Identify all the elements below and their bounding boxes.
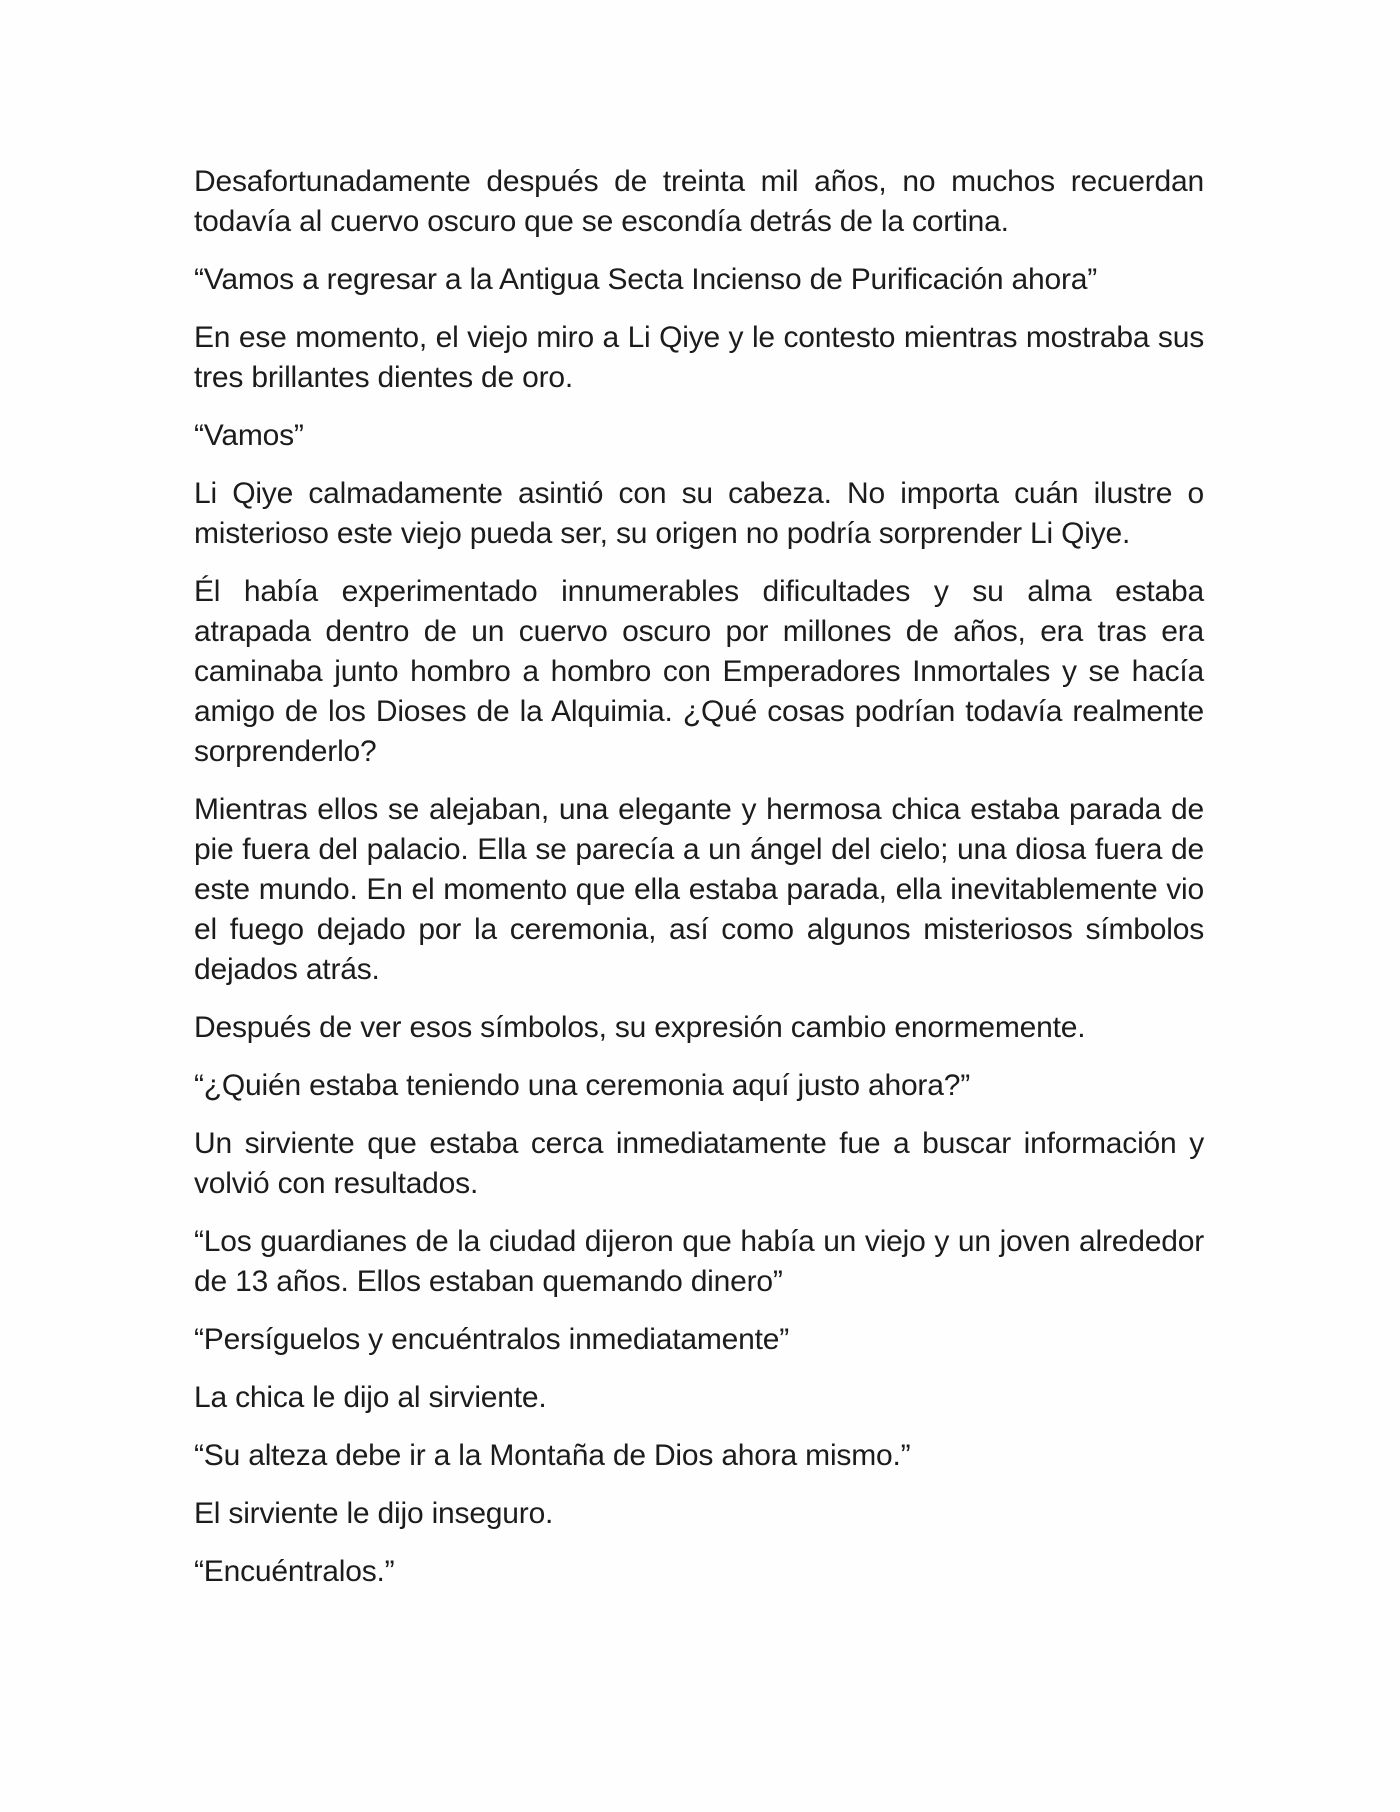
paragraph: “Persíguelos y encuéntralos inmediatamente” [194, 1323, 790, 1356]
paragraph: “Encuéntralos.” [194, 1555, 395, 1588]
paragraph: “Vamos” [194, 419, 304, 452]
paragraph: Un sirviente que estaba cerca inmediatamente fue a buscar información y volvió con resultados. [194, 1127, 1204, 1200]
paragraph: “¿Quién estaba teniendo una ceremonia aquí justo ahora?” [194, 1069, 970, 1102]
paragraph: Después de ver esos símbolos, su expresión cambio enormemente. [194, 1011, 1086, 1044]
paragraph: En ese momento, el viejo miro a Li Qiye y le contesto mientras mostraba sus tres brillantes dientes de oro. [194, 321, 1204, 394]
paragraph: Desafortunadamente después de treinta mil años, no muchos recuerdan todavía al cuervo oscuro que se escondía detrás de la cortina. [194, 165, 1204, 238]
paragraph: “Vamos a regresar a la Antigua Secta Incienso de Purificación ahora” [194, 263, 1098, 296]
paragraph: El sirviente le dijo inseguro. [194, 1497, 554, 1530]
paragraph: “Su alteza debe ir a la Montaña de Dios ahora mismo.” [194, 1439, 911, 1472]
paragraph: Él había experimentado innumerables dificultades y su alma estaba atrapada dentro de un cuervo oscuro por millones de años, era tras era caminaba junto hombro a hombro con Emperadores Inmortales y se hacía amigo de los Dioses de la Alquimia. ¿Qué cosas podrían todavía realmente sorprenderlo? [194, 575, 1204, 768]
body-text [194, 162, 1204, 1610]
paragraph: “Los guardianes de la ciudad dijeron que había un viejo y un joven alrededor de 13 años. Ellos estaban quemando dinero” [194, 1225, 1204, 1298]
paragraph: La chica le dijo al sirviente. [194, 1381, 547, 1414]
paragraph: Mientras ellos se alejaban, una elegante y hermosa chica estaba parada de pie fuera del palacio. Ella se parecía a un ángel del cielo; una diosa fuera de este mundo. En el momento que ella estaba parada, ella inevitablemente vio el fuego dejado por la ceremonia, así como algunos misteriosos símbolos dejados atrás. [194, 793, 1204, 986]
paragraph: Li Qiye calmadamente asintió con su cabeza. No importa cuán ilustre o misterioso este viejo pueda ser, su origen no podría sorprender Li Qiye. [194, 477, 1204, 550]
